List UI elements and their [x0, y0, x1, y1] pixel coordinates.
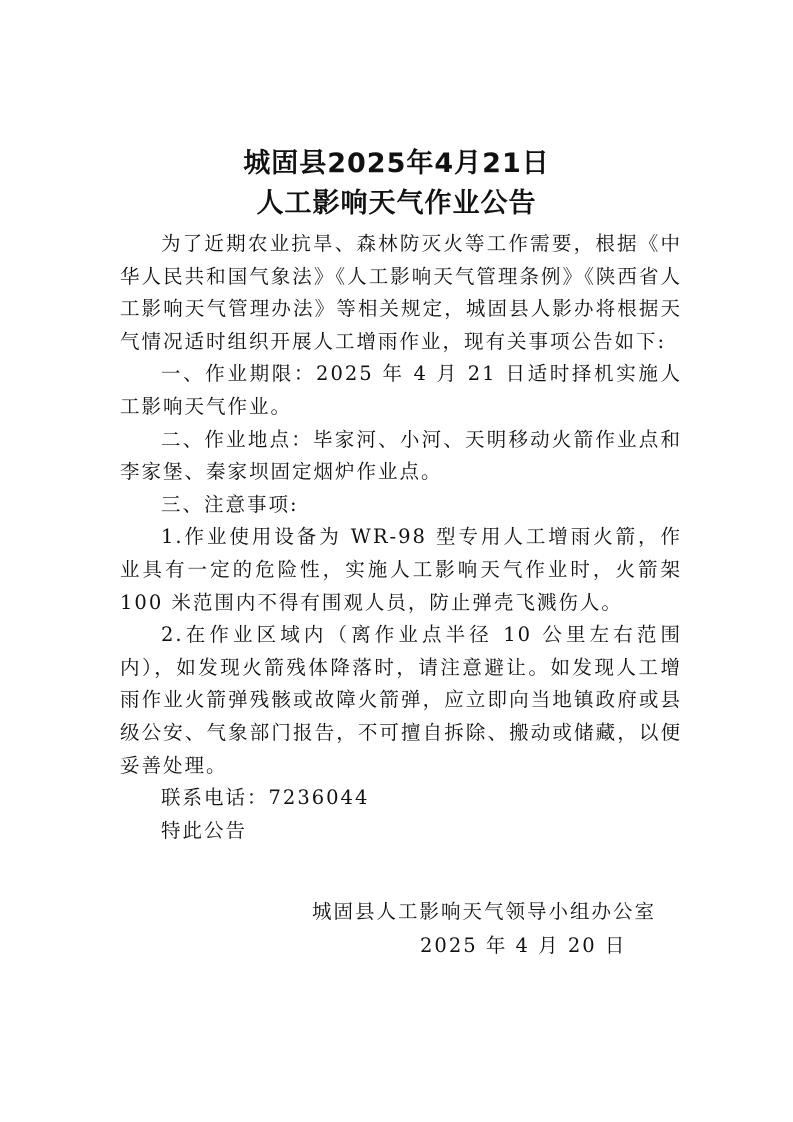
notice-title-line1: 城固县2025年4月21日 — [243, 148, 550, 179]
notice-body — [120, 228, 682, 847]
closing-line: 特此公告 — [161, 818, 248, 842]
location-paragraph: 二、作业地点：毕家河、小河、天明移动火箭作业点和李家堡、秦家坝固定烟炉作业点。 — [120, 427, 682, 484]
note-2-paragraph: 2.在作业区域内（离作业点半径 10 公里左右范围内），如发现火箭残体降落时，请注意避让。如发现人工增雨作业火箭弹残骸或故障火箭弹，应立即向当地镇政府或县级公安、气象部门报告，不可擅自拆除、搬动或储藏，以便妥善处理。 — [120, 623, 682, 777]
contact-line: 联系电话：7236044 — [161, 786, 370, 810]
issue-date: 2025 年 4 月 20 日 — [420, 934, 627, 957]
note-1-paragraph: 1.作业使用设备为 WR-98 型专用人工增雨火箭，作业具有一定的危险性，实施人工影响天气作业时，火箭架 100 米范围内不得有围观人员，防止弹壳飞溅伤人。 — [120, 525, 682, 614]
notes-heading: 三、注意事项: — [161, 492, 299, 516]
intro-paragraph: 为了近期农业抗旱、森林防灭火等工作需要，根据《中华人民共和国气象法》《人工影响天气管理条例》《陕西省人工影响天气管理办法》等相关规定，城固县人影办将根据天气情况适时组织开展人工增雨作业，现有关事项公告如下: — [120, 232, 682, 353]
notice-title-line2: 人工影响天气作业公告 — [256, 188, 537, 219]
issuer-signature: 城固县人工影响天气领导小组办公室 — [312, 900, 657, 923]
period-paragraph: 一、作业期限：2025 年 4 月 21 日适时择机实施人工影响天气作业。 — [120, 362, 682, 418]
